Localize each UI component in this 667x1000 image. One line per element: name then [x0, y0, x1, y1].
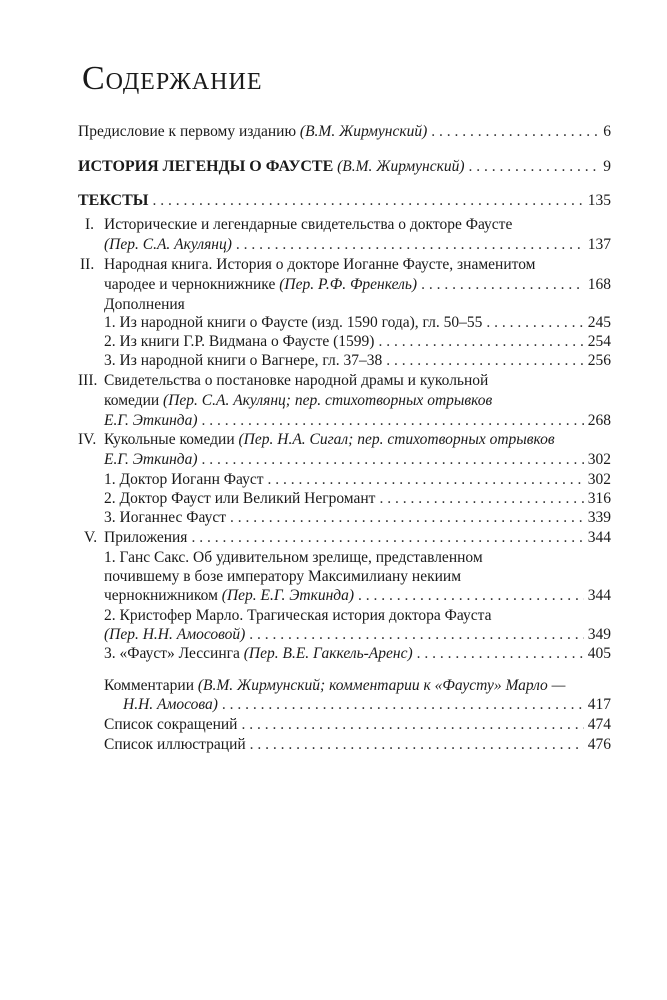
translator: (Пер. Р.Ф. Френкель)	[279, 276, 418, 293]
page-number: 168	[587, 276, 611, 293]
entry-text: 1. Доктор Иоганн Фауст	[104, 471, 264, 488]
page-title: Содержание	[82, 60, 263, 97]
section-title: Исторические и легендарные свидетельства о докторе Фаусте	[104, 216, 513, 233]
dot-leader	[236, 234, 584, 256]
dot-leader	[386, 350, 584, 372]
toc-entry-addition-3	[104, 350, 611, 372]
section-title: Приложения	[104, 529, 188, 546]
section-number: I.	[85, 216, 95, 233]
toc-entry-illustrations	[104, 734, 611, 756]
toc-entry-section-5	[104, 527, 611, 549]
translator: (Пер. Н.Н. Амосовой)	[104, 626, 246, 643]
toc-entry-texts	[78, 190, 611, 212]
dot-leader	[222, 694, 584, 716]
entry-text: 2. Из книги Г.Р. Видмана о Фаусте (1599)	[104, 333, 375, 350]
page-number: 268	[587, 412, 611, 429]
page-number: 417	[587, 696, 611, 713]
page-number: 6	[603, 123, 611, 140]
dot-leader	[152, 190, 583, 212]
dot-leader	[241, 714, 583, 736]
entry-text: Список сокращений	[104, 716, 238, 733]
translator: Е.Г. Эткинда)	[104, 412, 198, 429]
page-number: 344	[587, 587, 611, 604]
toc-entry-appendix-1: чернокнижником (Пер. Е.Г. Эткинда) . . . 344	[104, 585, 611, 607]
preface-text: Предисловие к первому изданию	[78, 123, 297, 140]
page-number: 9	[603, 158, 611, 175]
dot-leader	[250, 734, 584, 756]
translator: (Пер. Е.Г. Эткинда)	[221, 587, 355, 604]
toc-entry-appendix-3: 3. «Фауст» Лессинга (Пер. В.Е. Гаккель-Аренс) . . . 405	[104, 643, 611, 665]
page-number: 476	[587, 736, 611, 753]
section-title: Свидетельства о постановке народной драмы и кукольной	[104, 372, 489, 389]
dot-leader	[431, 121, 599, 143]
page-number: 344	[587, 529, 611, 546]
toc-entry-comments	[123, 694, 611, 716]
translator: Е.Г. Эткинда)	[104, 451, 198, 468]
entry-text: 2. Кристофер Марло. Трагическая история доктора Фауста	[104, 607, 492, 624]
dot-leader	[469, 156, 600, 178]
page-number: 254	[587, 333, 611, 350]
section-title: Народная книга. История о докторе Иоганне Фаусте, знаменитом	[104, 256, 536, 273]
toc-entry-section-1	[104, 234, 611, 256]
dot-leader	[230, 507, 584, 529]
section-number: III.	[78, 372, 98, 389]
legend-author: (В.М. Жирмунский)	[337, 158, 465, 175]
dot-leader	[202, 449, 584, 471]
section-number: II.	[80, 256, 95, 273]
toc-entry-play-3	[104, 507, 611, 529]
entry-text: 3. Из народной книги о Вагнере, гл. 37–38	[104, 352, 383, 369]
dot-leader	[421, 274, 584, 296]
page-number: 339	[587, 509, 611, 526]
section-title-cont: комедии (Пер. С.А. Акулянц; пер. стихотворных отрывков	[104, 392, 493, 409]
translator: (Пер. С.А. Акулянц)	[104, 236, 232, 253]
page-number: 245	[587, 314, 611, 331]
additions-label: Дополнения	[104, 296, 185, 313]
toc-entry-section-4	[104, 449, 611, 471]
page-number: 316	[587, 490, 611, 507]
entry-text: 1. Ганс Сакс. Об удивительном зрелище, представленном	[104, 549, 483, 566]
page-number: 135	[587, 192, 611, 209]
dot-leader	[191, 527, 583, 549]
legend-text: ИСТОРИЯ ЛЕГЕНДЫ О ФАУСТЕ	[78, 158, 334, 175]
toc-entry-abbreviations	[104, 714, 611, 736]
translator: (Пер. В.Е. Гаккель-Аренс)	[243, 645, 413, 662]
dot-leader	[417, 643, 584, 665]
section-number: IV.	[78, 431, 97, 448]
dot-leader	[358, 585, 584, 607]
toc-entry-section-2	[104, 274, 611, 296]
preface-author: (В.М. Жирмунский)	[299, 123, 428, 140]
comments-author: Н.Н. Амосова)	[123, 696, 218, 713]
page-number: 302	[587, 471, 611, 488]
entry-text: 1. Из народной книги о Фаусте (изд. 1590 года), гл. 50–55	[104, 314, 483, 331]
comments-title: Комментарии (В.М. Жирмунский; комментарии к «Фаусту» Марло —	[104, 677, 566, 694]
section-number: V.	[84, 529, 98, 546]
section-title-cont: чародее и чернокнижнике	[104, 276, 276, 293]
page-number: 474	[587, 716, 611, 733]
page-number: 256	[587, 352, 611, 369]
texts-text: ТЕКСТЫ	[78, 192, 149, 209]
toc-entry-preface	[78, 121, 611, 143]
page-number: 302	[587, 451, 611, 468]
page-number: 405	[587, 645, 611, 662]
section-title: Кукольные комедии (Пер. Н.А. Сигал; пер. стихотворных отрывков	[104, 431, 555, 448]
entry-text: 2. Доктор Фауст или Великий Негромант	[104, 490, 376, 507]
entry-text-cont: почившему в бозе императору Максимилиану некиим	[104, 568, 462, 585]
page-number: 349	[587, 626, 611, 643]
entry-text: 3. Иоганнес Фауст	[104, 509, 227, 526]
page-number: 137	[587, 236, 611, 253]
entry-text: Список иллюстраций	[104, 736, 246, 753]
toc-entry-legend	[78, 156, 611, 178]
